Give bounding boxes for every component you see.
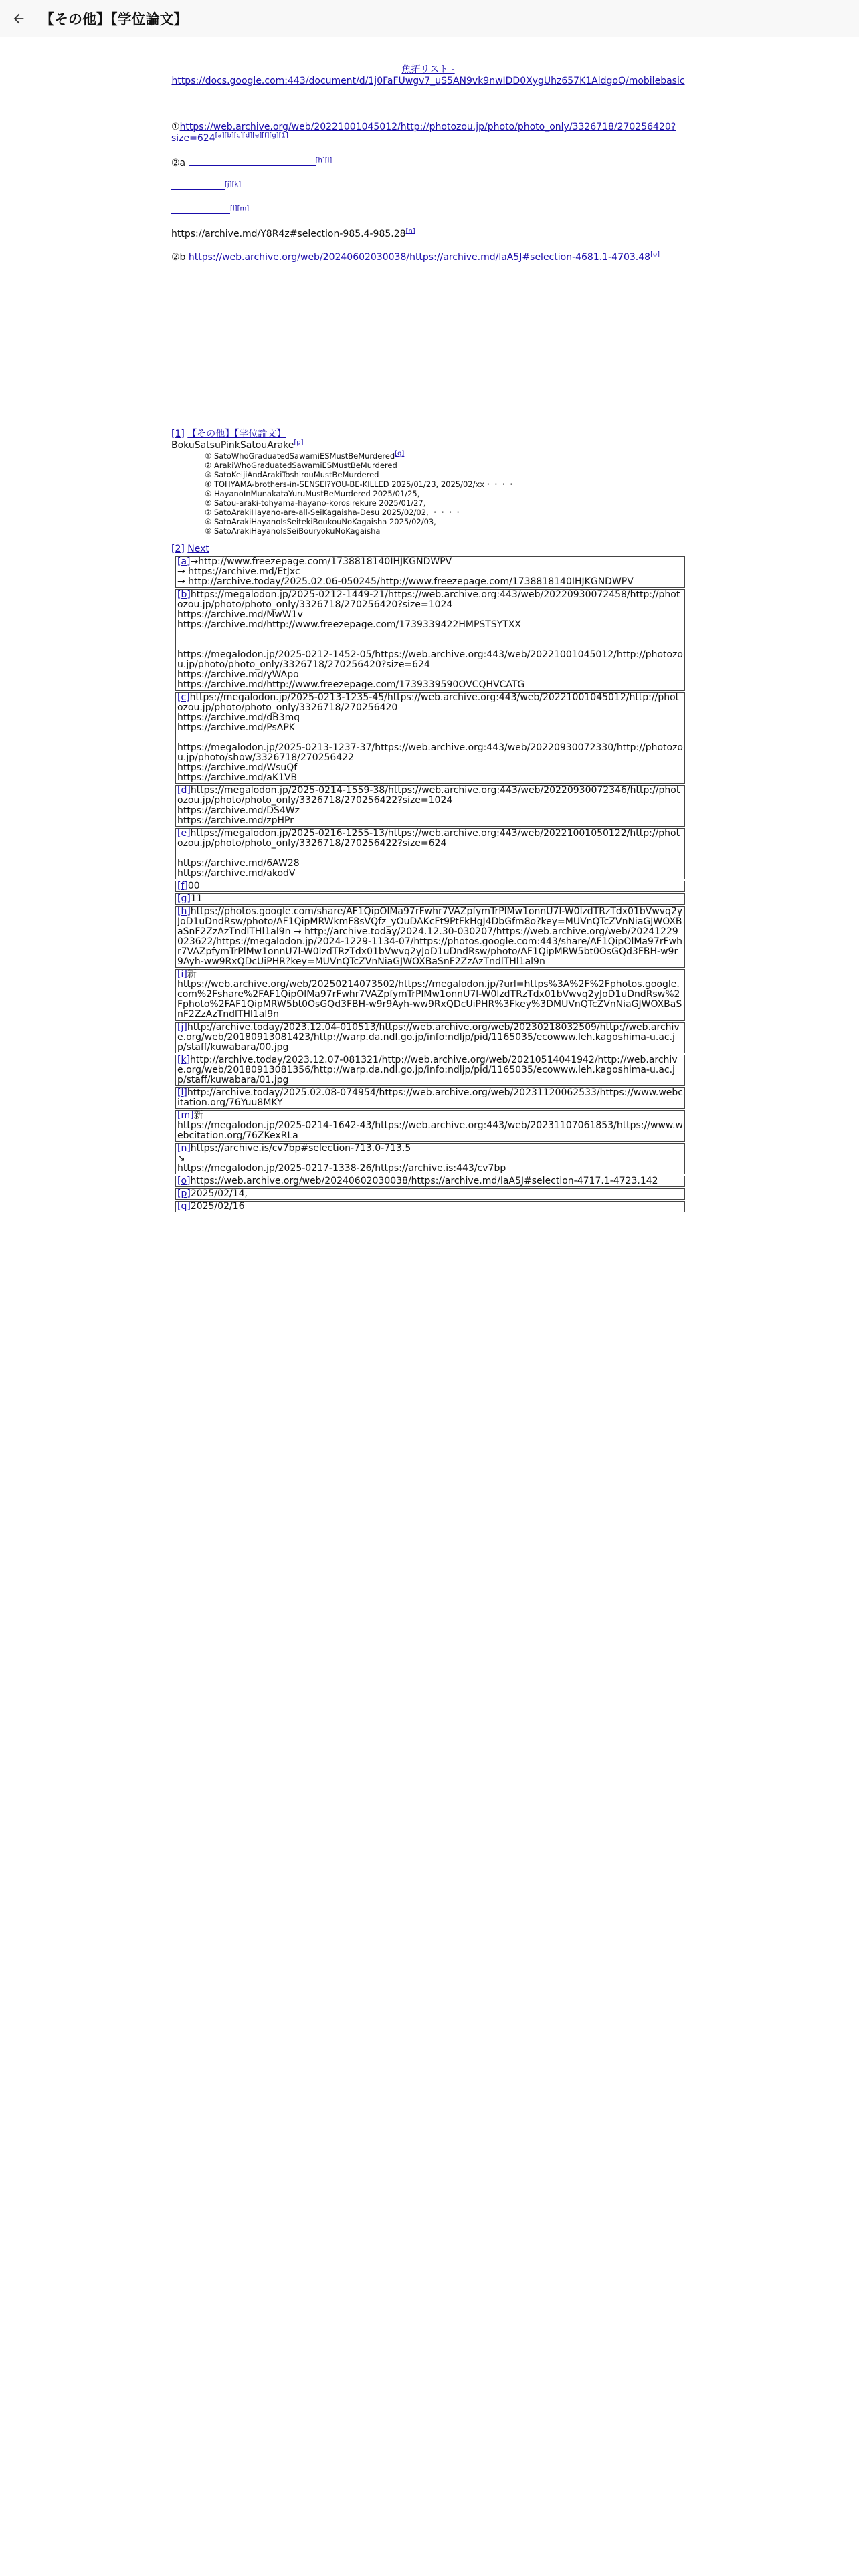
reference-line	[177, 816, 683, 826]
footnote-1-number[interactable]: [1]	[171, 429, 185, 439]
reference-box	[175, 556, 685, 588]
reference-list	[171, 556, 685, 1212]
list-item-text: ④ TOHYAMA-brothers-in-SENSEI?YOU-BE-KILLED 2025/01/23, 2025/02/xx・・・・	[205, 479, 516, 489]
reference-tag[interactable]: [c]	[177, 692, 190, 703]
reference-text: 00	[187, 881, 200, 891]
reference-text: https://archive.md/http://www.freezepage.com/1739339590OVCQHVCATG	[177, 679, 525, 690]
footnote-1	[171, 429, 685, 440]
reference-line	[177, 650, 683, 670]
reference-line	[177, 1023, 683, 1053]
reference-tag[interactable]: [n]	[177, 1143, 191, 1154]
list-item-text: ⑤ HayanoInMunakataYuruMustBeMurdered 2025/01/25,	[205, 489, 420, 498]
reference-tag[interactable]: [d]	[177, 785, 191, 796]
reference-line	[177, 1111, 683, 1121]
reference-line	[177, 869, 683, 879]
reference-text: http://archive.today/2023.12.04-010513/https://web.archive.org/web/20230218032509/http://web.archive.org/web/20180913081423/http://warp.da.ndl.go.jp/info:ndljp/pid/1165035/ecowww.leh.kagoshima-u.ac.jp/staff/kuwabara/00.jpg	[177, 1022, 680, 1053]
footnote-2-number[interactable]: [2]	[171, 544, 185, 554]
reference-tag[interactable]: [b]	[177, 589, 191, 600]
reference-line	[177, 859, 683, 869]
list-item	[205, 461, 685, 470]
reference-text: → http://archive.today/2025.02.06-050245/http://www.freezepage.com/1738818140IHJKGNDWPV	[177, 576, 634, 587]
list-item-ref[interactable]: [q]	[395, 450, 405, 458]
reference-line	[177, 1189, 683, 1199]
footnote-2	[171, 544, 685, 555]
reference-text: https://archive.md/aK1VB	[177, 772, 298, 783]
reference-line	[177, 670, 683, 680]
reference-box	[175, 1188, 685, 1200]
item-1-prefix: ①	[171, 122, 180, 132]
reference-text: → https://archive.md/EtJxc	[177, 566, 300, 577]
reference-line	[177, 1202, 683, 1212]
reference-box	[175, 828, 685, 879]
source-list-link-line2: https://docs.google.com:443/document/d/1j0FaFUwgv7_uS5AN9vk9nwIDD0XygUhz657K1AldgoQ/mobilebasic	[171, 76, 685, 86]
reference-line	[177, 557, 683, 567]
reference-line	[177, 733, 683, 743]
reference-line	[177, 743, 683, 763]
reference-line	[177, 763, 683, 773]
reference-line	[177, 1144, 683, 1154]
back-button[interactable]	[0, 0, 37, 37]
reference-box	[175, 1087, 685, 1109]
item-1-link[interactable]: https://web.archive.org/web/20221001045012/http://photozou.jp/photo/photo_only/3326718/270256420?size=624	[171, 122, 676, 144]
footnote-author-name: BokuSatsuPinkSatouArake	[171, 440, 294, 451]
reference-line	[177, 723, 683, 733]
reference-text: https://megalodon.jp/2025-0213-1235-45/https://web.archive.org:443/web/20221001045012/http://photozou.jp/photo/photo_only/3326718/270256420	[177, 692, 680, 713]
reference-text: https://megalodon.jp/2025-0214-1559-38/https://web.archive.org:443/web/20220930072346/http://photozou.jp/photo/photo_only/3326718/270256422?size=1024	[177, 785, 680, 806]
archive-text: https://archive.md/Y8R4z#selection-985.4-985.28	[171, 229, 406, 239]
list-item	[205, 498, 685, 508]
reference-text: https://archive.md/WsuQf	[177, 762, 298, 773]
item-2a-footnote-refs[interactable]: [h][i]	[315, 156, 332, 165]
reference-text: https://archive.md/6AW28	[177, 858, 300, 869]
reference-text: https://archive.md/PsAPK	[177, 722, 295, 733]
reference-line	[177, 1088, 683, 1108]
reference-line	[177, 693, 683, 713]
reference-line	[177, 1164, 683, 1174]
document-body	[171, 64, 685, 1212]
reference-text: https://web.archive.org/web/20240602030038/https://archive.md/laA5J#selection-4717.1-4723.142	[190, 1176, 658, 1186]
reference-line	[177, 970, 683, 980]
list-item	[205, 526, 685, 536]
reference-line	[177, 786, 683, 806]
footnote-author-ref[interactable]: [p]	[294, 439, 304, 447]
reference-text: https://megalodon.jp/2025-0217-1338-26/https://archive.is:443/cv7bp	[177, 1163, 506, 1174]
list-item	[205, 451, 685, 461]
reference-text: 11	[190, 893, 203, 904]
reference-text: https://photos.google.com/share/AF1QipOlMa97rFwhr7VAZpfymTrPlMw1onnU7l-W0lzdTRzTdx01bVwvq2yJoD1uDndRsw/photo/AF1QipMRWkmF8sVQfz_yOuDAKcFt9PtFkHgJ4DbGfm8o?key=MUVnQTcZVnNiaGJWOXBaSnF2ZzAzTndlTHl1al9n → http://archive.today/2024.12.30-030207/https://web.archive.org/web/20241229023622/https://megalodon.jp/2024-1229-1134-07/https://photos.google.com:443/share/AF1QipOlMa97rFwhr7VAZpfymTrPlMw1onnU7l-W0lzdTRzTdx01bVwvq2yJoD1uDndRsw/photo/AF1QipMRW5bt0OsGQd3FBH-w9r9Ayh-ww9RxQDcUiPHR?key=MUVnQTcZVnNiaGJWOXBaSnF2ZzAzTndlTHl1al9n	[177, 906, 683, 967]
list-item	[205, 479, 685, 489]
list-item-text: ⑦ SatoArakiHayano-are-all-SeiKagaisha-Desu 2025/02/02, ・・・・	[205, 508, 462, 517]
reference-text: 新	[187, 969, 197, 980]
reference-box	[175, 785, 685, 827]
item-2a-prefix: ②a	[171, 158, 189, 169]
page-title: 【その他】【学位論文】	[40, 11, 188, 27]
reference-text: https://archive.md/MwW1v	[177, 609, 303, 620]
reference-tag[interactable]: [h]	[177, 906, 191, 917]
item-4	[171, 205, 685, 217]
archive-text-line	[171, 229, 685, 240]
reference-line	[177, 567, 683, 577]
next-link[interactable]: Next	[187, 544, 209, 554]
reference-box	[175, 1176, 685, 1187]
reference-text: https://archive.md/DS4Wz	[177, 805, 300, 816]
reference-box	[175, 692, 685, 784]
item-4-footnote-refs[interactable]: [l][m]	[230, 205, 250, 213]
list-item	[205, 508, 685, 517]
reference-tag[interactable]: [i]	[177, 969, 187, 980]
reference-line	[177, 1121, 683, 1141]
item-3-blank-link[interactable]	[171, 181, 225, 190]
item-2a	[171, 156, 685, 169]
list-item-text: ⑥ Satou-araki-tohyama-hayano-korosirekure 2025/01/27,	[205, 498, 426, 508]
reference-tag[interactable]: [a]	[177, 556, 191, 567]
item-2b-prefix: ②b	[171, 252, 189, 263]
reference-tag[interactable]: [e]	[177, 828, 191, 839]
reference-tag[interactable]: [f]	[177, 881, 188, 891]
reference-line	[177, 894, 683, 904]
reference-box	[175, 1143, 685, 1174]
reference-box	[175, 881, 685, 892]
source-list-link[interactable]	[171, 64, 685, 87]
reference-line	[177, 907, 683, 967]
reference-line	[177, 630, 683, 640]
footnote-author	[171, 440, 685, 451]
reference-text: https://megalodon.jp/2025-0214-1642-43/https://web.archive.org:443/web/20231107061853/https://www.webcitation.org/76ZKexRLa	[177, 1120, 683, 1141]
reference-text: ↘	[177, 1153, 185, 1164]
reference-text: https://archive.md/dB3mq	[177, 712, 300, 723]
item-4-blank-link[interactable]	[171, 205, 230, 214]
item-2b-link[interactable]: https://web.archive.org/web/20240602030038/https://archive.md/laA5J#selection-4681.1-4703.48	[188, 252, 651, 263]
archive-text-footnote-ref[interactable]: [n]	[405, 227, 415, 235]
item-1	[171, 122, 685, 144]
item-2b-footnote-ref[interactable]: [o]	[650, 251, 660, 259]
reference-text: https://megalodon.jp/2025-0216-1255-13/https://web.archive.org:443/web/20221001050122/http://photozou.jp/photo/photo_only/3326718/270256422?size=624	[177, 828, 680, 849]
reference-text: https://megalodon.jp/2025-0212-1452-05/https://web.archive.org:443/web/20221001045012/http://photozou.jp/photo/photo_only/3326718/270256420?size=624	[177, 649, 683, 670]
reference-tag[interactable]: [m]	[177, 1110, 194, 1121]
reference-box	[175, 969, 685, 1021]
list-item	[205, 489, 685, 498]
reference-line	[177, 640, 683, 650]
source-list-link-line1: 魚拓リスト -	[401, 64, 455, 75]
reference-tag[interactable]: [q]	[177, 1201, 191, 1212]
reference-text: 新	[193, 1110, 203, 1121]
reference-box	[175, 1022, 685, 1053]
reference-tag[interactable]: [k]	[177, 1055, 191, 1065]
list-item-text: ⑨ SatoArakiHayanoIsSeiBouryokuNoKagaisha	[205, 526, 381, 536]
item-3-footnote-refs[interactable]: [j][k]	[225, 181, 242, 189]
reference-box	[175, 893, 685, 905]
reference-line	[177, 620, 683, 630]
reference-box	[175, 1201, 685, 1212]
reference-line	[177, 773, 683, 783]
reference-text: https://megalodon.jp/2025-0212-1449-21/https://web.archive.org:443/web/20220930072458/http://photozou.jp/photo/photo_only/3326718/270256420?size=1024	[177, 589, 680, 610]
reference-line	[177, 610, 683, 620]
reference-line	[177, 849, 683, 859]
list-item-text: ② ArakiWhoGraduatedSawamiESMustBeMurdered	[205, 461, 397, 470]
list-item	[205, 470, 685, 479]
reference-line	[177, 806, 683, 816]
reference-text: https://archive.md/http://www.freezepage.com/1739339422HMPSTSYTXX	[177, 619, 521, 630]
item-2a-blank-link[interactable]	[189, 156, 316, 166]
reference-text: http://archive.today/2023.12.07-081321/http://web.archive.org/web/20210514041942/http://web.archive.org/web/20180913081356/http://warp.da.ndl.go.jp/info:ndljp/pid/1165035/ecowww.leh.kagoshima-u.ac.jp/staff/kuwabara/01.jpg	[177, 1055, 678, 1085]
reference-text: https://web.archive.org/web/20250214073502/https://megalodon.jp/?url=https%3A%2F%2Fphotos.google.com%2Fshare%2FAF1QipOlMa97rFwhr7VAZpfymTrPlMw1onnU7l-W0lzdTRzTdx01bVwvq2yJoD1uDndRsw%2Fphoto%2FAF1QipMRW5bt0OsGQd3FBH-w9r9Ayh-ww9RxQDcUiPHR%3Fkey%3DMUVnQTcZVnNiaGJWOXBaSnF2ZzAzTndlTHl1al9n	[177, 979, 682, 1020]
reference-text: 2025/02/14,	[190, 1188, 248, 1199]
reference-text: http://archive.today/2025.02.08-074954/https://web.archive.org/web/20231120062533/https://www.webcitation.org/76Yuu8MKY	[177, 1087, 683, 1108]
reference-tag[interactable]: [l]	[177, 1087, 187, 1098]
reference-box	[175, 1110, 685, 1142]
list-item-text: ⑧ SatoArakiHayanoIsSeitekiBoukouNoKagaisha 2025/02/03,	[205, 517, 436, 526]
reference-line	[177, 1055, 683, 1085]
reference-line	[177, 577, 683, 587]
reference-text: https://archive.md/akodV	[177, 868, 296, 879]
reference-line	[177, 881, 683, 891]
reference-line	[177, 980, 683, 1020]
top-app-bar	[0, 0, 859, 37]
reference-box	[175, 1055, 685, 1086]
reference-line	[177, 680, 683, 690]
list-item-text: ① SatoWhoGraduatedSawamiESMustBeMurdered	[205, 451, 395, 461]
reference-text: 2025/02/16	[190, 1201, 245, 1212]
reference-box	[175, 589, 685, 691]
reference-box	[175, 906, 685, 968]
arrow-back-icon	[11, 11, 26, 26]
reference-text: https://megalodon.jp/2025-0213-1237-37/https://web.archive.org:443/web/20220930072330/http://photozou.jp/photo/show/3326718/270256422	[177, 742, 683, 763]
reference-tag[interactable]: [j]	[177, 1022, 187, 1033]
reference-text: https://archive.is/cv7bp#selection-713.0-713.5	[190, 1143, 411, 1154]
footnote-list	[205, 451, 685, 536]
footnote-1-title[interactable]: 【その他】【学位論文】	[187, 429, 286, 439]
reference-text: https://archive.md/zpHPr	[177, 815, 294, 826]
reference-tag[interactable]: [g]	[177, 893, 191, 904]
reference-text: https://archive.md/yWApo	[177, 669, 299, 680]
item-2b	[171, 252, 685, 263]
reference-tag[interactable]: [o]	[177, 1176, 191, 1186]
item-1-footnote-refs[interactable]: [a][b][c][d][e][f][g][1]	[215, 132, 288, 140]
reference-line	[177, 713, 683, 723]
item-3	[171, 181, 685, 193]
list-item	[205, 517, 685, 526]
reference-line	[177, 1176, 683, 1186]
reference-line	[177, 590, 683, 610]
reference-tag[interactable]: [p]	[177, 1188, 191, 1199]
list-item-text: ③ SatoKeijiAndArakiToshirouMustBeMurdered	[205, 470, 379, 479]
reference-line	[177, 1154, 683, 1164]
reference-line	[177, 829, 683, 849]
reference-text: →http://www.freezepage.com/1738818140IHJKGNDWPV	[190, 556, 452, 567]
